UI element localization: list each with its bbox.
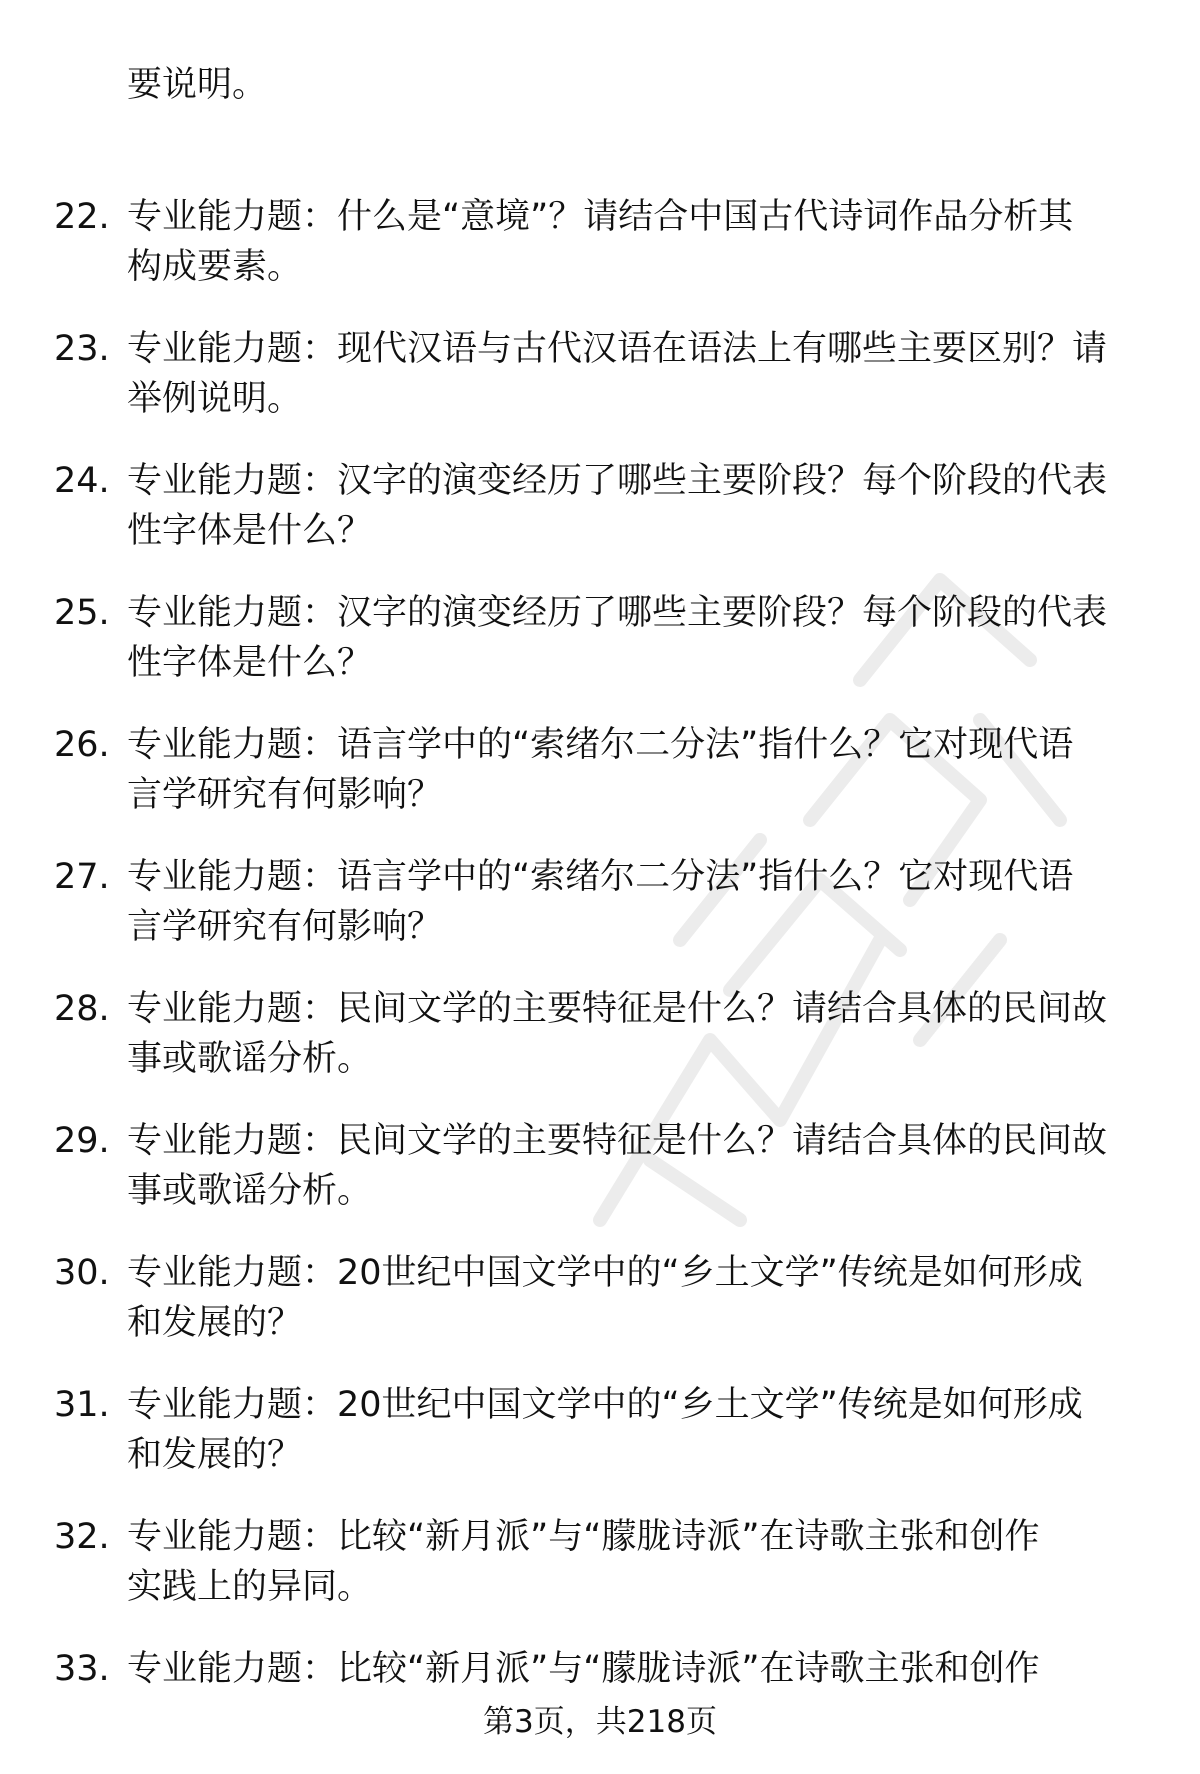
- question-item: [0, 322, 1200, 454]
- question-text-line-1: 专业能力题：20世纪中国文学中的“乡土文学”传统是如何形成: [127, 1253, 1083, 1293]
- question-text-line-2: 构成要素。: [127, 247, 303, 287]
- question-item: [0, 982, 1200, 1114]
- question-item: [0, 190, 1200, 322]
- question-number: 27.: [54, 857, 110, 897]
- question-text-line-1: 专业能力题：语言学中的“索绪尔二分法”指什么？它对现代语: [127, 725, 1074, 765]
- question-number: 33.: [54, 1649, 110, 1689]
- question-text-line-1: 专业能力题：20世纪中国文学中的“乡土文学”传统是如何形成: [127, 1385, 1083, 1425]
- question-text-line-2: 性字体是什么？: [127, 643, 373, 683]
- question-list: [0, 190, 1200, 1774]
- question-text-line-1: 专业能力题：语言学中的“索绪尔二分法”指什么？它对现代语: [127, 857, 1074, 897]
- question-item: [0, 718, 1200, 850]
- question-number: 28.: [54, 989, 110, 1029]
- question-text-line-1: 专业能力题：民间文学的主要特征是什么？请结合具体的民间故: [127, 989, 1108, 1029]
- question-text-line-2: 和发展的？: [127, 1435, 303, 1475]
- continuation-text: 要说明。: [127, 65, 268, 105]
- question-item: [0, 850, 1200, 982]
- question-text-line-2: 言学研究有何影响？: [127, 775, 443, 815]
- question-number: 29.: [54, 1121, 110, 1161]
- question-item: [0, 586, 1200, 718]
- question-item: [0, 454, 1200, 586]
- question-number: 24.: [54, 461, 110, 501]
- question-text-line-2: 举例说明。: [127, 379, 303, 419]
- question-text-line-1: 专业能力题：汉字的演变经历了哪些主要阶段？每个阶段的代表: [127, 593, 1108, 633]
- question-text-line-1: 专业能力题：汉字的演变经历了哪些主要阶段？每个阶段的代表: [127, 461, 1108, 501]
- question-text-line-2: 实践上的异同。: [127, 1567, 373, 1607]
- question-text-line-1: 专业能力题：现代汉语与古代汉语在语法上有哪些主要区别？请: [127, 329, 1108, 369]
- question-number: 23.: [54, 329, 110, 369]
- question-text-line-1: 专业能力题：比较“新月派”与“朦胧诗派”在诗歌主张和创作: [127, 1649, 1040, 1689]
- question-item: [0, 1246, 1200, 1378]
- question-number: 30.: [54, 1253, 110, 1293]
- question-text-line-1: 专业能力题：民间文学的主要特征是什么？请结合具体的民间故: [127, 1121, 1108, 1161]
- question-text-line-1: 专业能力题：什么是“意境”？请结合中国古代诗词作品分析其: [127, 197, 1074, 237]
- question-number: 31.: [54, 1385, 110, 1425]
- question-item: [0, 1378, 1200, 1510]
- page-footer: 第3页，共218页: [483, 1704, 717, 1740]
- question-number: 22.: [54, 197, 110, 237]
- question-text-line-2: 和发展的？: [127, 1303, 303, 1343]
- question-item: [0, 1114, 1200, 1246]
- question-text-line-2: 事或歌谣分析。: [127, 1171, 373, 1211]
- question-number: 26.: [54, 725, 110, 765]
- question-number: 32.: [54, 1517, 110, 1557]
- question-text-line-2: 事或歌谣分析。: [127, 1039, 373, 1079]
- question-text-line-2: 言学研究有何影响？: [127, 907, 443, 947]
- question-item: [0, 1510, 1200, 1642]
- question-text-line-1: 专业能力题：比较“新月派”与“朦胧诗派”在诗歌主张和创作: [127, 1517, 1040, 1557]
- question-text-line-2: 性字体是什么？: [127, 511, 373, 551]
- question-number: 25.: [54, 593, 110, 633]
